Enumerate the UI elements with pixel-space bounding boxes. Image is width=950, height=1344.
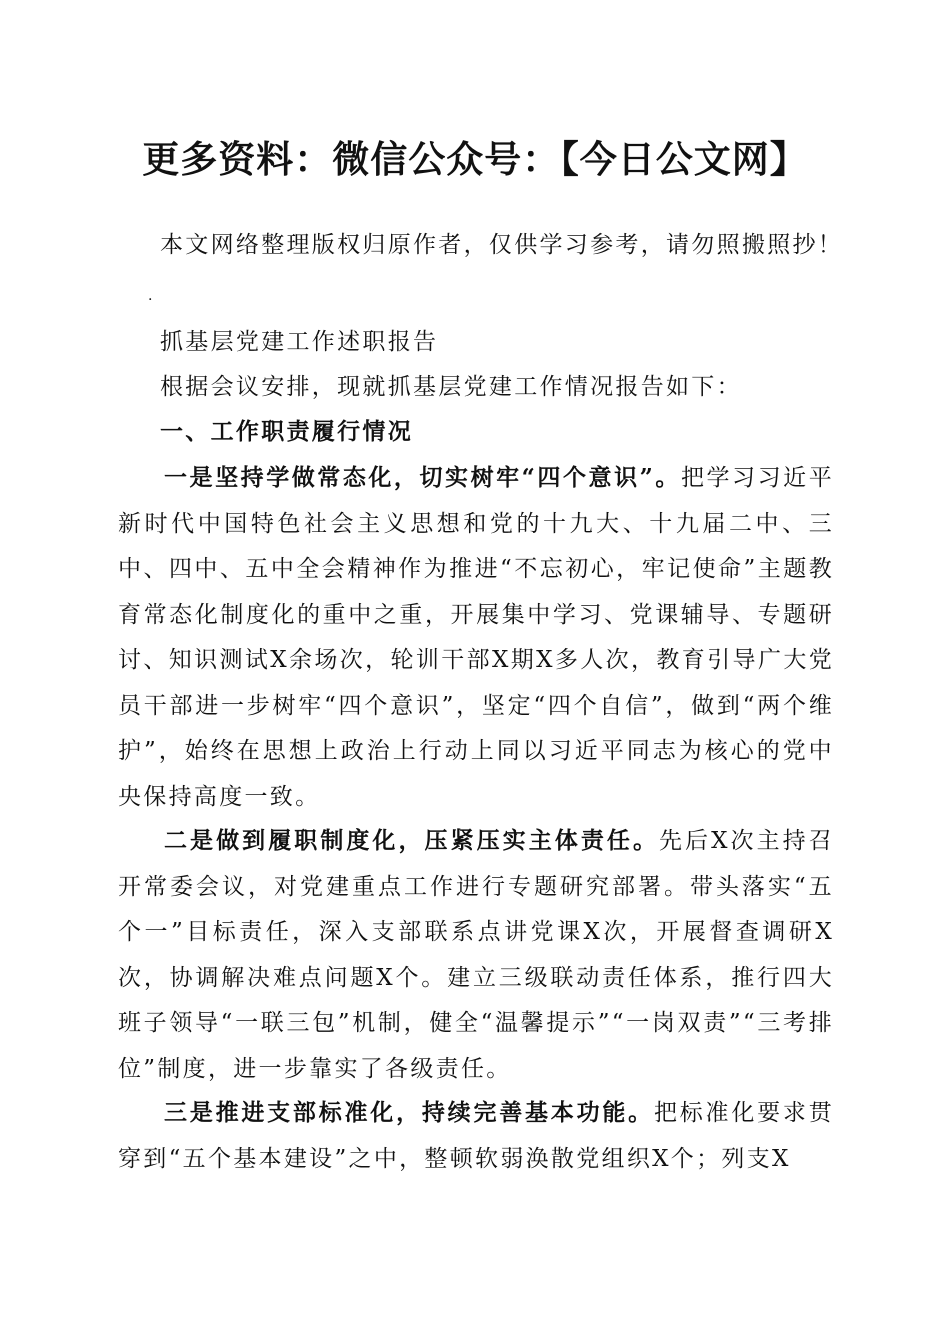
paragraph-2 [118, 818, 834, 1092]
section-heading: 一、工作职责履行情况 [160, 419, 413, 445]
page-title: 更多资料：微信公众号：【今日公文网】 [142, 138, 808, 181]
intro-paragraph: 根据会议安排，现就抓基层党建工作情况报告如下： [160, 374, 742, 400]
paragraph-body: 先后X次主持召开常委会议，对党建重点工作进行专题研究部署。带头落实“五个一”目标责任，深入支部联系点讲党课X次，开展督查调研X次，协调解决难点问题X个。建立三级联动责任体系，推行四大班子领导“一联三包”机制，健全“温馨提示”“一岗双责”“三考排位”制度，进一步靠实了各级责任。 [118, 828, 834, 1082]
stray-dot: . [148, 288, 153, 304]
paragraph-lead: 二是做到履职制度化，压紧压实主体责任。 [164, 827, 659, 854]
report-title: 抓基层党建工作述职报告 [160, 329, 439, 355]
paragraph-lead: 一是坚持学做常态化，切实树牢“四个意识”。 [164, 464, 681, 491]
paragraph-lead: 三是推进支部标准化，持续完善基本功能。 [164, 1099, 654, 1126]
paragraph-3 [118, 1090, 834, 1182]
paragraph-body: 把学习习近平新时代中国特色社会主义思想和党的十九大、十九届二中、三中、四中、五中全会精神作为推进“不忘初心，牢记使命”主题教育常态化制度化的重中之重，开展集中学习、党课辅导、专题研讨、知识测试X余场次，轮训干部X期X多人次，教育引导广大党员干部进一步树牢“四个意识”，坚定“四个自信”，做到“两个维护”，始终在思想上政治上行动上同以习近平同志为核心的党中央保持高度一致。 [118, 465, 834, 810]
paragraph-body: 把标准化要求贯穿到“五个基本建设”之中，整顿软弱涣散党组织X个；列支X [118, 1100, 834, 1172]
paragraph-1 [118, 455, 834, 820]
copyright-notice: 本文网络整理版权归原作者，仅供学习参考，请勿照搬照抄！ [160, 232, 844, 258]
